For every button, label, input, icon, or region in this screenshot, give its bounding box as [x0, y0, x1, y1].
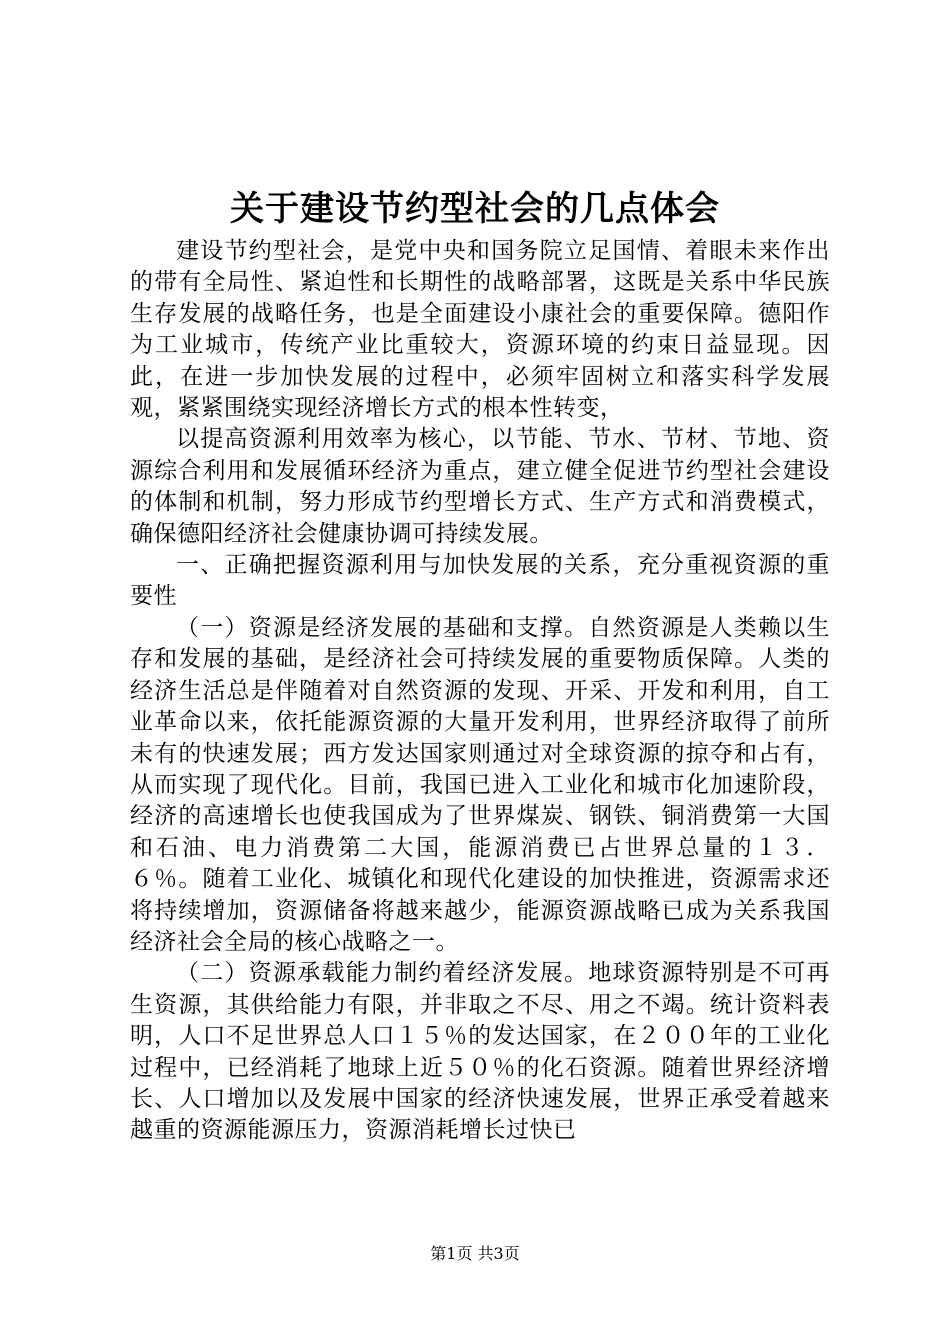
paragraph-subsection-2: （二）资源承载能力制约着经济发展。地球资源特别是不可再生资源，其供给能力有限，并非取之不尽、用之不竭。统计资料表明，人口不足世界总人口１５％的发达国家，在２００年的工业化过程中，已经消耗了地球上近５０％的化石资源。随着世界经济增长、人口增加以及发展中国家的经济快速发展，世界正承受着越来越重的资源能源压力，资源消耗增长过快已: [130, 960, 830, 1144]
paragraph-approach: 以提高资源利用效率为核心，以节能、节水、节材、节地、资源综合利用和发展循环经济为重点，建立健全促进节约型社会建设的体制和机制，努力形成节约型增长方式、生产方式和消费模式，确保德阳经济社会健康协调可持续发展。: [130, 426, 830, 547]
paragraph-subsection-1: （一）资源是经济发展的基础和支撑。自然资源是人类赖以生存和发展的基础，是经济社会可持续发展的重要物质保障。人类的经济生活总是伴随着对自然资源的发现、开采、开发和利用，自工业革命以来，依托能源资源的大量开发利用，世界经济取得了前所未有的快速发展；西方发达国家则通过对全球资源的掠夺和占有，从而实现了现代化。目前，我国已进入工业化和城市化加速阶段，经济的高速增长也使我国成为了世界煤炭、钢铁、铜消费第一大国和石油、电力消费第二大国，能源消费已占世界总量的１３．６％。随着工业化、城镇化和现代化建设的加快推进，资源需求还将持续增加，资源储备将越来越少，能源资源战略已成为关系我国经济社会全局的核心战略之一。: [130, 614, 830, 955]
section-heading-1: 一、正确把握资源利用与加快发展的关系，充分重视资源的重要性: [130, 552, 830, 610]
paragraph-intro: 建设节约型社会，是党中央和国务院立足国情、着眼未来作出的带有全局性、紧迫性和长期性的战略部署，这既是关系中华民族生存发展的战略任务，也是全面建设小康社会的重要保障。德阳作为工业城市，传统产业比重较大，资源环境的约束日益显现。因此，在进一步加快发展的过程中，必须牢固树立和落实科学发展观，紧紧围绕实现经济增长方式的根本性转变，: [130, 238, 830, 422]
document-body: [130, 236, 830, 1147]
document-title: 关于建设节约型社会的几点体会: [230, 189, 720, 229]
page-number-footer: 第1页 共3页: [430, 1244, 520, 1263]
